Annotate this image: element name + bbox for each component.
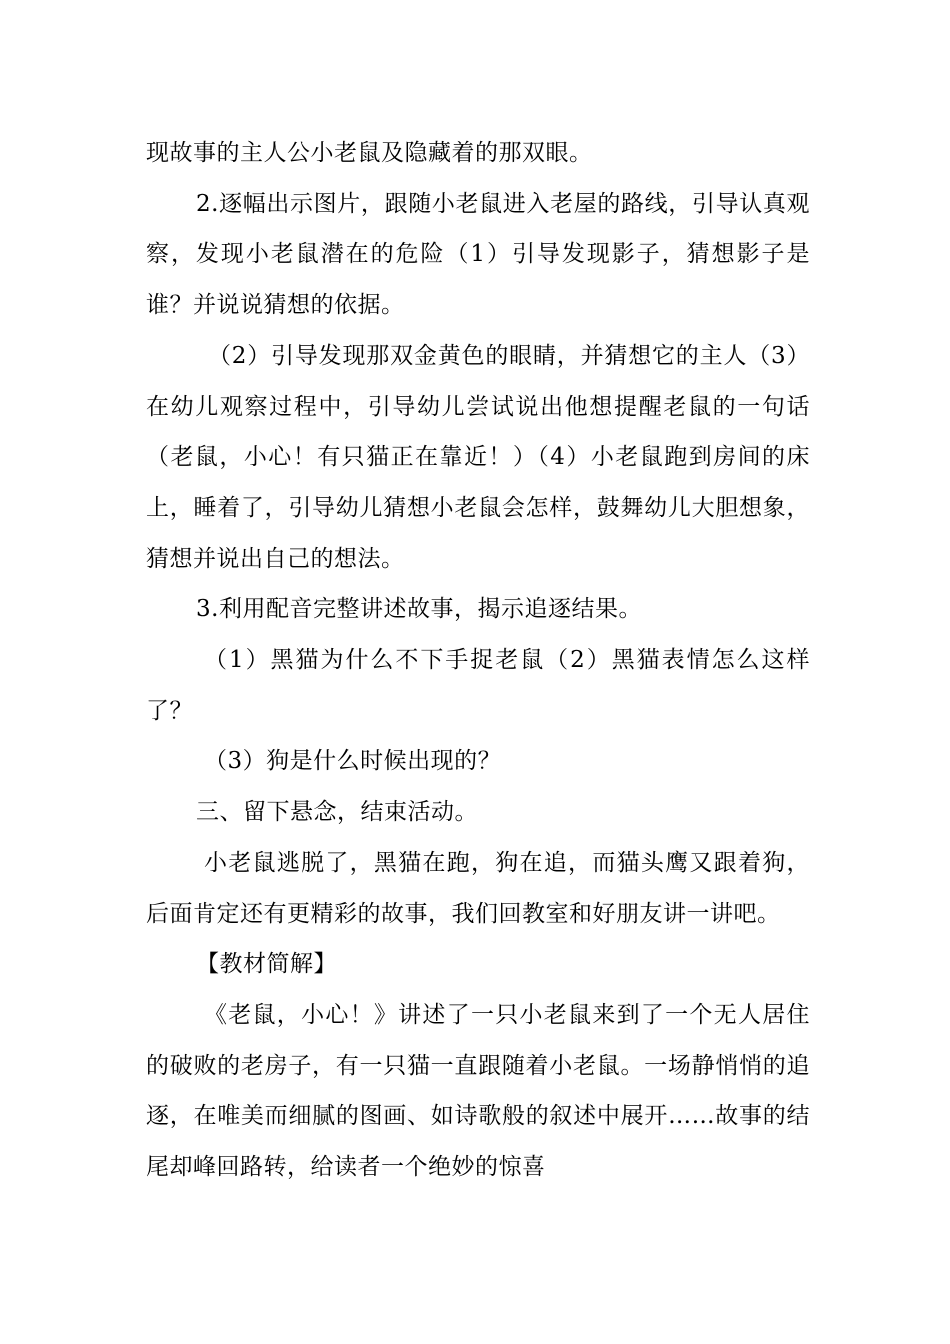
paragraph-step-3: 3.利用配音完整讲述故事，揭示追逐结果。 (196, 596, 642, 623)
paragraph-step-2: 2.逐幅出示图片，跟随小老鼠进入老屋的路线，引导认真观察，发现小老鼠潜在的危险（1）引导发现影子，猜想影子是谁？并说说猜想的依据。 (146, 190, 810, 319)
paragraph-continuation: 现故事的主人公小老鼠及隐藏着的那双眼。 (146, 140, 593, 166)
paragraph-question-1-2: （1）黑猫为什么不下手捉老鼠（2）黑猫表情怎么这样了？ (146, 647, 810, 724)
section-heading-3: 三、留下悬念，结束活动。 (196, 799, 478, 826)
paragraph-question-3: （3）狗是什么时候出现的？ (204, 748, 502, 775)
paragraph-conclusion: 小老鼠逃脱了，黑猫在跑，狗在追，而猫头鹰又跟着狗，后面肯定还有更精彩的故事，我们回教室和好朋友讲一讲吧。 (146, 849, 810, 927)
body-text (146, 128, 810, 1193)
section-heading-material: 【教材简解】 (196, 951, 337, 978)
paragraph-step-2-details: （2）引导发现那双金黄色的眼睛，并猜想它的主人（3）在幼儿观察过程中，引导幼儿尝试说出他想提醒老鼠的一句话（老鼠，小心！有只猫正在靠近！）（4）小老鼠跑到房间的床上，睡着了，引导幼儿猜想小老鼠会怎样，鼓舞幼儿大胆想象，猜想并说出自己的想法。 (146, 342, 810, 572)
paragraph-material-summary: 《老鼠，小心！》讲述了一只小老鼠来到了一个无人居住的破败的老房子，有一只猫一直跟随着小老鼠。一场静悄悄的追逐，在唯美而细腻的图画、如诗歌般的叙述中展开……故事的结尾却峰回路转，给读者一个绝妙的惊喜 (146, 1001, 810, 1181)
